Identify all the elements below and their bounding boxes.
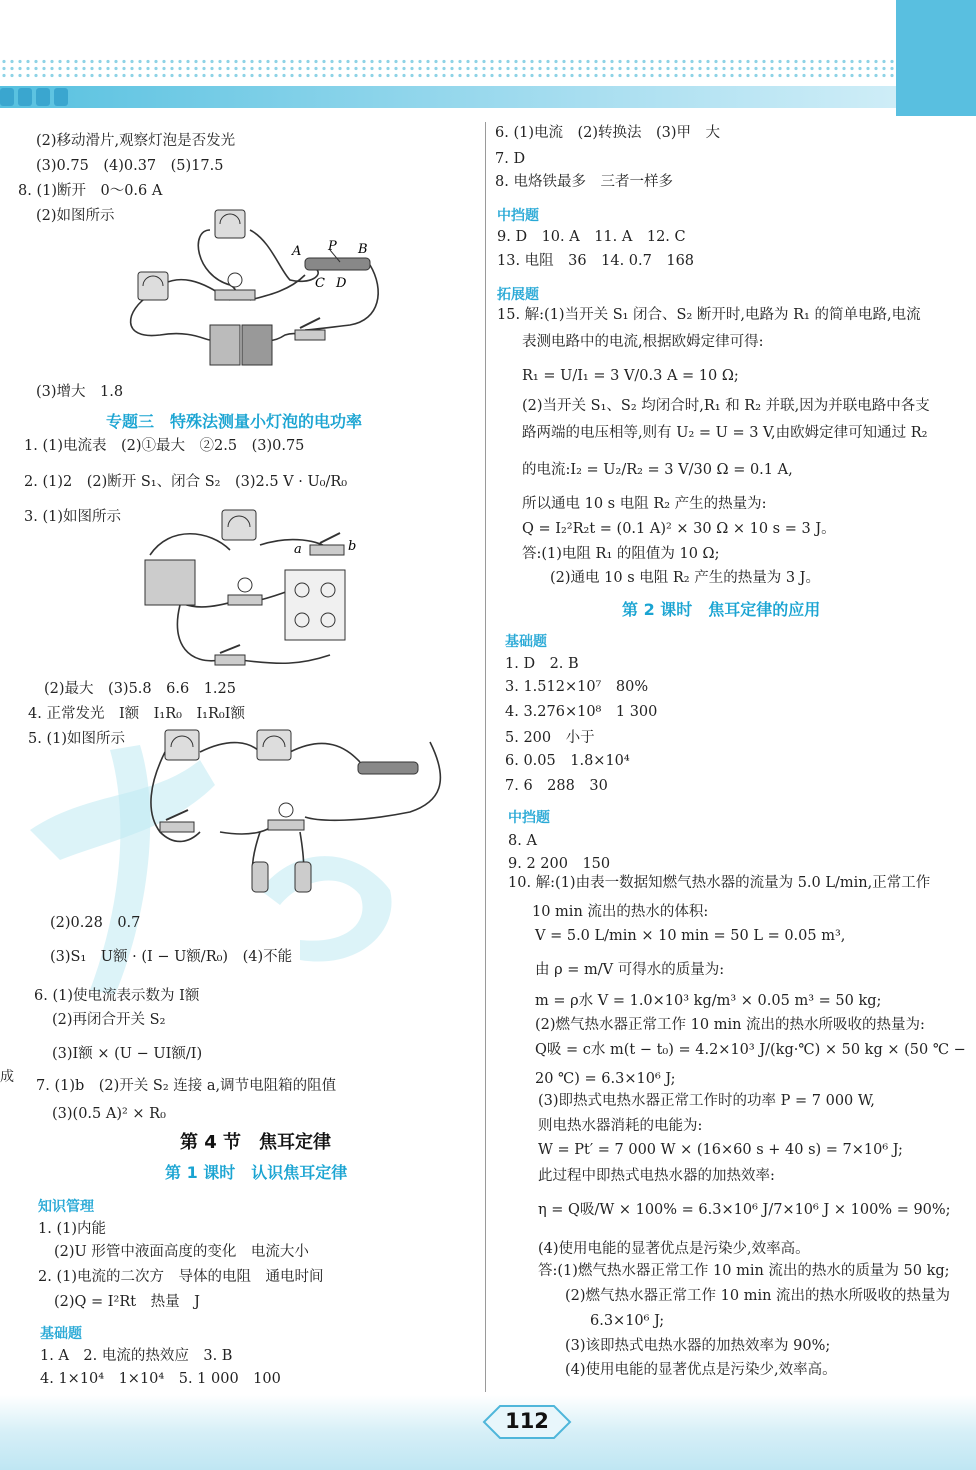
- answer-line: 3. 1.512×10⁷ 80%: [505, 679, 649, 695]
- answer-line: 9. D 10. A 11. A 12. C: [497, 229, 686, 245]
- category-tag: 中挡题: [508, 810, 550, 826]
- answer-line: 13. 电阻 36 14. 0.7 168: [497, 253, 695, 269]
- answer-line: V = 5.0 L/min × 10 min = 50 L = 0.05 m³,: [535, 928, 846, 944]
- answer-line: 15. 解:(1)当开关 S₁ 闭合、S₂ 断开时,电路为 R₁ 的简单电路,电流: [497, 307, 921, 323]
- answer-line: (3)该即热式电热水器的加热效率为 90%;: [565, 1338, 831, 1354]
- answer-line: (2)燃气热水器正常工作 10 min 流出的热水所吸收的热量为:: [535, 1017, 925, 1033]
- terminal-label-b: b: [348, 539, 357, 554]
- answer-line: 1. A 2. 电流的热效应 3. B: [40, 1348, 233, 1364]
- category-tag: 中挡题: [497, 208, 539, 224]
- answer-line: 4. 正常发光 I额 I₁R₀ I₁R₀I额: [28, 706, 245, 722]
- answer-line: (2)移动滑片,观察灯泡是否发光: [36, 133, 236, 149]
- answer-line: 8. 电烙铁最多 三者一样多: [495, 174, 673, 190]
- answer-line: 6.3×10⁶ J;: [590, 1313, 665, 1329]
- answer-line: Q = I₂²R₂t = (0.1 A)² × 30 Ω × 10 s = 3 J。: [522, 521, 836, 537]
- bulb-icon: [215, 273, 255, 300]
- answer-line: 由 ρ = m/V 可得水的质量为:: [535, 962, 725, 978]
- answer-line: 7. (1)b (2)开关 S₂ 连接 a,调节电阻箱的阻值: [36, 1078, 337, 1094]
- answer-line: R₁ = U/I₁ = 3 V/0.3 A = 10 Ω;: [522, 368, 739, 384]
- bulb-icon: [228, 578, 262, 605]
- answer-line: 的电流:I₂ = U₂/R₂ = 3 V/30 Ω = 0.1 A,: [522, 462, 793, 478]
- ammeter-icon: [257, 730, 291, 760]
- answer-line: 20 ℃) = 6.3×10⁶ J;: [535, 1071, 676, 1087]
- terminal-label-p: P: [328, 239, 337, 254]
- battery-icon: [252, 862, 311, 892]
- answer-line: 1. D 2. B: [505, 656, 579, 672]
- bulb-icon: [268, 803, 304, 830]
- lesson-heading: 第 2 课时 焦耳定律的应用: [622, 600, 821, 619]
- page-header-decoration: [0, 0, 976, 118]
- switch-icon: [215, 645, 245, 665]
- answer-line: 10 min 流出的热水的体积:: [532, 904, 709, 920]
- switch-icon: [160, 810, 194, 832]
- voltmeter-icon: [222, 510, 256, 540]
- answer-line: (2)最大 (3)5.8 6.6 1.25: [44, 681, 236, 697]
- answer-line: 5. (1)如图所示: [28, 731, 125, 747]
- answer-line: (3)S₁ U额 · (I − U额/R₀) (4)不能: [50, 949, 293, 965]
- answer-line: 9. 2 200 150: [508, 856, 611, 872]
- ammeter-icon: [138, 272, 168, 300]
- answer-line: (2)Q = I²Rt 热量 J: [54, 1294, 200, 1310]
- answer-line: 1. (1)内能: [38, 1221, 106, 1237]
- answer-line: Q吸 = c水 m(t − t₀) = 4.2×10³ J/(kg·℃) × 50 kg × (50 ℃ −: [535, 1042, 966, 1058]
- answer-line: 4. 3.276×10⁸ 1 300: [505, 704, 658, 720]
- header-corner-block: [896, 0, 976, 116]
- answer-line: 7. 6 288 30: [505, 778, 608, 794]
- answer-line: 2. (1)2 (2)断开 S₁、闭合 S₂ (3)2.5 V · U₀/R₀: [24, 474, 348, 490]
- header-dot-pattern: [0, 58, 976, 78]
- switch-icon: [310, 533, 344, 555]
- answer-line: 表测电路中的电流,根据欧姆定律可得:: [522, 334, 764, 350]
- page-number: 112: [505, 1409, 549, 1433]
- answer-line: (2)通电 10 s 电阻 R₂ 产生的热量为 3 J。: [550, 570, 820, 586]
- header-squares: [0, 88, 68, 106]
- answer-line: 1. (1)电流表 (2)①最大 ②2.5 (3)0.75: [24, 438, 305, 454]
- answer-line: W = Pt′ = 7 000 W × (16×60 s + 40 s) = 7×10⁶ J;: [538, 1142, 903, 1158]
- answer-line: (2)如图所示: [36, 208, 115, 224]
- terminal-label-d: D: [336, 276, 347, 291]
- answer-line: 5. 200 小于: [505, 730, 595, 746]
- answer-line: 6. 0.05 1.8×10⁴: [505, 753, 630, 769]
- voltmeter-icon: [215, 210, 245, 238]
- answer-line: (3)增大 1.8: [36, 384, 124, 400]
- answer-line: (3)I额 × (U − UI额/I): [52, 1046, 203, 1062]
- answer-line: (3)(0.5 A)² × R₀: [52, 1106, 166, 1122]
- terminal-label-a: a: [294, 542, 302, 557]
- ammeter-icon: [165, 730, 199, 760]
- answer-line: 6. (1)电流 (2)转换法 (3)甲 大: [495, 125, 721, 141]
- answer-line: 4. 1×10⁴ 1×10⁴ 5. 1 000 100: [40, 1371, 281, 1387]
- answer-line: (2)再闭合开关 S₂: [52, 1012, 166, 1028]
- answer-line: 则电热水器消耗的电能为:: [538, 1118, 703, 1134]
- resistance-box-icon: [285, 570, 345, 640]
- circuit-figure-2: [130, 505, 360, 675]
- answer-line: η = Q吸/W × 100% = 6.3×10⁶ J/7×10⁶ J × 100% = 90%;: [538, 1202, 951, 1218]
- answer-line: (2)U 形管中液面高度的变化 电流大小: [54, 1244, 309, 1260]
- category-tag: 拓展题: [497, 287, 539, 303]
- answer-line: m = ρ水 V = 1.0×10³ kg/m³ × 0.05 m³ = 50 kg;: [535, 993, 882, 1009]
- answer-line: (2)0.28 0.7: [50, 915, 141, 931]
- circuit-figure-1: [120, 200, 390, 380]
- rheostat-icon: [358, 762, 418, 774]
- answer-line: (4)使用电能的显著优点是污染少,效率高。: [538, 1241, 810, 1257]
- answer-line: 2. (1)电流的二次方 导体的电阻 通电时间: [38, 1269, 324, 1285]
- margin-character: 成: [0, 1069, 14, 1085]
- terminal-label-a: A: [292, 244, 302, 259]
- answer-line: 答:(1)燃气热水器正常工作 10 min 流出的热水的质量为 50 kg;: [538, 1263, 950, 1279]
- section-heading: 第 4 节 焦耳定律: [180, 1132, 332, 1153]
- battery-icon: [210, 325, 272, 365]
- answer-line: 答:(1)电阻 R₁ 的阻值为 10 Ω;: [522, 546, 720, 562]
- answer-line: (3)即热式电热水器正常工作时的功率 P = 7 000 W,: [538, 1093, 875, 1109]
- answer-line: (4)使用电能的显著优点是污染少,效率高。: [565, 1362, 837, 1378]
- answer-line: 10. 解:(1)由表一数据知燃气热水器的流量为 5.0 L/min,正常工作: [508, 875, 931, 891]
- answer-line: (2)当开关 S₁、S₂ 均闭合时,R₁ 和 R₂ 并联,因为并联电路中各支: [522, 398, 930, 414]
- terminal-label-c: C: [315, 276, 325, 291]
- category-tag: 基础题: [505, 634, 547, 650]
- topic-heading: 专题三 特殊法测量小灯泡的电功率: [106, 412, 363, 431]
- battery-icon: [145, 560, 195, 605]
- answer-line: 8. A: [508, 833, 537, 849]
- answer-line: 所以通电 10 s 电阻 R₂ 产生的热量为:: [522, 496, 767, 512]
- answer-line: 3. (1)如图所示: [24, 509, 121, 525]
- lesson-heading: 第 1 课时 认识焦耳定律: [165, 1163, 348, 1182]
- answer-line: 此过程中即热式电热水器的加热效率:: [538, 1168, 775, 1184]
- answer-line: 6. (1)使电流表示数为 I额: [34, 988, 200, 1004]
- column-divider: [485, 122, 486, 1392]
- answer-line: 7. D: [495, 151, 526, 167]
- answer-line: 8. (1)断开 0～0.6 A: [18, 183, 163, 199]
- answer-line: 路两端的电压相等,则有 U₂ = U = 3 V,由欧姆定律可知通过 R₂: [522, 425, 928, 441]
- terminal-label-b: B: [358, 242, 368, 257]
- category-tag: 知识管理: [38, 1199, 94, 1215]
- category-tag: 基础题: [40, 1326, 82, 1342]
- answer-line: (2)燃气热水器正常工作 10 min 流出的热水所吸收的热量为: [565, 1288, 951, 1304]
- answer-line: (3)0.75 (4)0.37 (5)17.5: [36, 158, 224, 174]
- header-bar: [0, 86, 976, 108]
- circuit-figure-3: [140, 722, 450, 907]
